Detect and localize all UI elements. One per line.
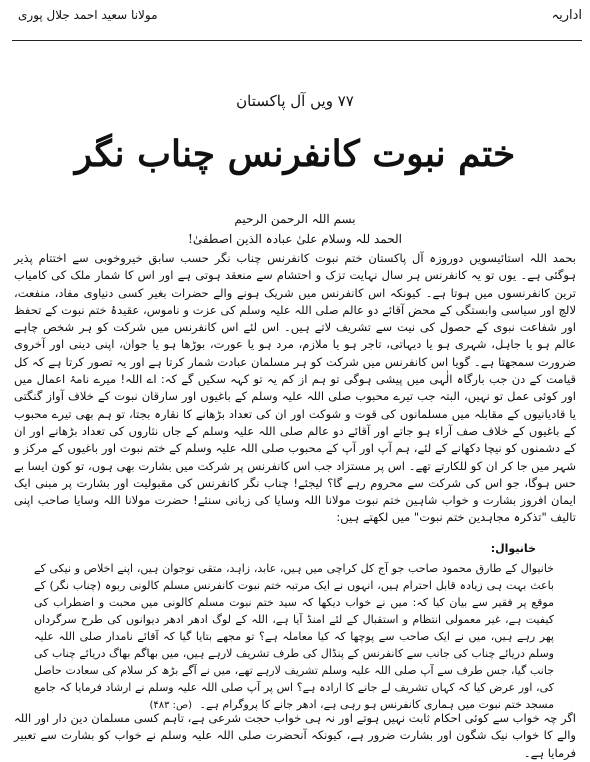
- quote-heading: خانیوال:: [490, 542, 536, 555]
- body-paragraph-1: بحمد اللہ استائیسویں دوروزہ آل پاکستان ختم نبوت کانفرنس چناب نگر حسب سابق خیروخوبی سے اختتام پذیر ہوگئی ہے۔ یوں تو یہ کانفرنس ہر سال نہایت تزک و احتشام سے منعقد ہوتی ہے اور اس کا شمار ملک کی کامیاب ترین کانفرنسوں میں ہوتا ہے۔ کیونکہ اس کانفرنس میں شریک ہونے والے حضرات بغیر کسی دنیاوی مفاد، منفعت، لالچ اور سیاسی وابستگی کے محض آقائے دو عالم صلی اللہ علیہ وسلم کی عزت و ناموس، عقیدۂ ختم نبوت کے تحفظ اور شفاعت نبوی کے حصول کی نیت سے تشریف لاتے ہیں۔ اس لئے اس کانفرنس میں شرکت کو ہر شخص چاہے عالم ہو یا جاہل، شہری ہو یا دیہاتی، تاجر ہو یا ملازم، مرد ہو یا عورت، بوڑھا ہو یا جوان، اپنی دینی اور آخروی ضرورت سمجھتا ہے۔ گویا اس کانفرنس میں شرکت کو ہر مسلمان عبادت شمار کرتا ہے اور یہ تصور کرتا ہے کہ کل قیامت کے دن جب بارگاہ الٰہی میں پیشی ہوگی تو ہم از کم یہ تو کہہ سکیں گے کہ: اے اللہ! میرے نامۂ اعمال میں اور کوئی عمل تو نہیں، البتہ جب تیرے محبوب صلی اللہ علیہ وسلم کے باغیوں اور سارقان نبوت کے خلاف آواز گنگتی یا قادیانیوں کے مقابلہ میں مسلمانوں کی قوت و شوکت اور ان کی تعداد بڑھانے کا نقارہ بجتا، تو ہم بھی تیرے محبوب کے باغیوں کے خلاف صف آراء ہو جاتے اور آقائے دو عالم صلی اللہ علیہ وسلم کے جاں نثاروں کی تعداد بڑھانے اور ان کے دشمنوں کو نیچا دکھانے کے لئے، ہم آپ اور آپ کے محبوب صلی اللہ علیہ وسلم کے ختم نبوت اور باغیوں کے مرکز و شہر میں جا کر ان کو للکارتے تھے۔ اس پر مستزاد جب اس کانفرنس پر شرکت میں بشارت بھی ہوں، تو کون ایسا بے حس ہوگا، جو اس کی شرکت سے محروم رہے گا؟ لیجئے! چناب نگر کانفرنس کی مقبولیت اور بشارت پر مبنی ایک ایمان افروز بشارت و خواب شاہین ختم نبوت مولانا اللہ وسایا کی زبانی سنئے! حضرت مولانا اللہ وسایا صاحب اپنی تالیف "تذکرہ مجاہدین ختم نبوت" میں لکھتے ہیں:: [14, 251, 576, 525]
- block-quote: [34, 560, 554, 714]
- article-kicker: ۷۷ ویں آل پاکستان: [236, 92, 354, 110]
- body-paragraph-2: اگر چہ خواب سے کوئی احکام ثابت نہیں ہوتے اور نہ ہی خواب حجت شرعی ہے، تاہم کسی مسلمان دین دار اور اللہ والے کا خواب نیک شگون اور بشارت ضرور ہے، کیونکہ آنحضرت صلی اللہ علیہ وسلم نے خواب کو بشارت سے تعبیر فرمایا ہے۔: [14, 711, 576, 760]
- bismillah-line: بسم اللہ الرحمن الرحیم: [234, 212, 356, 226]
- hamd-line: الحمد للہ وسلام علیٰ عبادہ الذین اصطفیٰ!: [188, 232, 402, 246]
- section-label: اداریہ: [551, 8, 582, 23]
- quote-citation: (ص: ۴۸۳): [149, 700, 193, 711]
- article-title: ختم نبوت کانفرنس چناب نگر: [74, 133, 516, 175]
- header-rule: [12, 40, 582, 41]
- author-name: مولانا سعید احمد جلال پوری: [18, 8, 158, 22]
- quote-text: خانیوال کے طارق محمود صاحب جو آج کل کراچی میں ہیں، عابد، زاہد، متقی نوجوان ہیں، اپنے اخلاص و نیکی کے باعث بہت ہی زیادہ قابل احترام ہیں، انہوں نے ایک مرتبہ ختم نبوت کانفرنس مسلم کالونی ربوہ (چناب نگر) کے موقع پر فقیر سے بیان کیا کہ: میں نے خواب دیکھا کہ سید ختم نبوت مسلم کالونی میں محبت و اضطراب کی کیفیت ہے، غیر معمولی انتظام و استقبال کے لئے امنڈ آیا ہے، اللہ کے لوگ ادھر ادھر دیوانوں کی طرح سرگرداں پھر رہے ہیں، میں نے ایک صاحب سے پوچھا کہ کیا معاملہ ہے؟ تو مجھے بتایا گیا کہ آقائے نامدار صلی اللہ علیہ وسلم دریائے چناب کی جانب سے کانفرنس کے پنڈال کی طرف تشریف لارہے ہیں، میں بھاگم بھاگ دریائے چناب کی جانب گیا، جس طرف سے آپ صلی اللہ علیہ وسلم تشریف لارہے تھے، میں نے آگے بڑھ کر سلام کی سعادت حاصل کی، اور عرض کیا کہ کہاں تشریف لے جانے کا ارادہ ہے؟ اس پر آپ صلی اللہ علیہ وسلم نے ارشاد فرمایا کہ جامع مسجد ختم نبوت میں ہماری کانفرنس ہو رہی ہے، ادھر جانے کا پروگرام ہے۔: [34, 562, 554, 711]
